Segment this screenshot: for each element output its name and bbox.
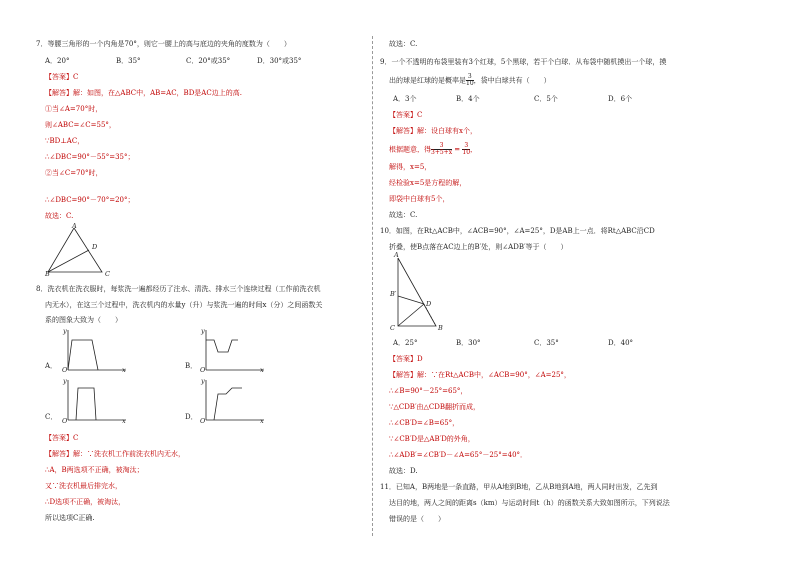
q9-question-line: 9．一个不透明的布袋里装有3个红球，5个黑球，若干个白球．从布袋中随机摸出一个球，摸 — [380, 58, 667, 66]
q9-answer: 【答案】C — [389, 111, 423, 119]
fraction-denominator: 10 — [462, 149, 471, 156]
q7-answer: 【答案】C — [45, 73, 79, 81]
q10-fold-figure — [390, 254, 450, 334]
q9-solution-part: 根据题意，得 — [389, 145, 431, 154]
q7-solution-line: ∴∠DBC=90°－70°=20°； — [45, 196, 135, 204]
q9-solution-line: 解得，x=5， — [389, 163, 432, 171]
q10-label-a: A — [394, 251, 399, 259]
q8-solution-line: 【解答】解：∵洗衣机工作前洗衣机内无水， — [45, 450, 185, 458]
q10-option-b: B．30° — [456, 339, 481, 347]
q10-label-c: C — [390, 324, 395, 332]
q7-label-d: D — [92, 243, 98, 251]
fraction-denominator: 10 — [466, 80, 474, 87]
q9-option-c: C．5个 — [534, 95, 558, 103]
q9-solution-line: 故选：C. — [389, 211, 418, 219]
q10-label-b-prime: B′ — [390, 290, 397, 298]
fraction-numerator: 3 — [464, 142, 469, 149]
carryover-choice: 故选：C. — [389, 40, 418, 48]
q8-option-c: C． — [45, 413, 58, 421]
q8-d-x-label: x — [260, 417, 264, 425]
q10-solution-line: ∴∠ADB′=∠CB′D－∠A=65°－25°=40°． — [389, 451, 528, 459]
fraction-numerator: 3 — [467, 73, 472, 80]
q10-label-b: B — [438, 324, 443, 332]
q9-option-d: D．6个 — [608, 95, 633, 103]
q9-solution-line: 根据题意，得 $\frac{3}{3+5+x}$ = $\frac{3}{10}$ ， — [389, 142, 478, 156]
q8-option-b: B． — [185, 362, 198, 370]
q9-solution-line: 即袋中白球有5个， — [389, 195, 450, 203]
graph-d-curve — [214, 388, 242, 420]
q7-option-d: D．30°或35° — [257, 57, 302, 65]
q7-solution-line: 【解答】解：如图，在△ABC中，AB=AC，BD是AC边上的高. — [45, 89, 242, 97]
q7-option-b: B．35° — [116, 57, 141, 65]
q7-option-a: A．20° — [45, 57, 70, 65]
q7-solution-line: ②当∠C=70°时， — [45, 169, 103, 177]
q11-question-line: 错误的是（ ） — [389, 515, 445, 523]
q8-c-origin-label: O — [62, 417, 68, 425]
page-divider — [372, 36, 374, 536]
q8-a-y-label: y — [63, 327, 67, 335]
graph-b-curve — [206, 340, 238, 352]
q8-c-x-label: x — [122, 417, 126, 425]
q7-question: 7．等腰三角形的一个内角是70°，则它一腰上的高与底边的夹角的度数为（ ） — [36, 40, 291, 48]
q7-label-b: B — [45, 270, 50, 278]
q8-solution-line: 又∵洗衣机最后排完水， — [45, 482, 122, 490]
q7-solution-line: ∵BD⊥AC， — [45, 137, 85, 145]
q7-solution-line: ∴∠DBC=90°－55°=35°； — [45, 153, 135, 161]
q8-a-x-label: x — [122, 366, 126, 374]
q8-graph-d — [198, 378, 268, 424]
q8-question-line: 8．洗衣机在洗衣服时，每浆洗一遍都经历了注水、清洗、排水三个连续过程（工作前洗衣机 — [36, 285, 321, 293]
q10-solution-line: ∴∠B=90°－25°=65°， — [389, 387, 468, 395]
q9-solution-line: 【解答】解：设白球有x个， — [389, 127, 477, 135]
q11-question-line: 11．已知A，B两地是一条直路，甲从A地到B地，乙从B地到A地，两人同时出发，乙先到 — [380, 483, 658, 491]
triangle-acb — [398, 258, 436, 326]
q8-question-line: 系的图象大致为（ ） — [45, 316, 122, 324]
q7-triangle-figure — [40, 222, 130, 280]
q10-solution-line: ∴∠CB′D=∠B=65°， — [389, 419, 460, 427]
q9-equation-right — [462, 143, 470, 156]
q10-label-d: D — [426, 300, 432, 308]
q9-equation-left — [431, 143, 452, 156]
q7-solution-line: ①当∠A=70°时， — [45, 105, 103, 113]
fold-line-cd — [398, 304, 424, 326]
q8-graph-c — [60, 378, 130, 424]
q9-question-part: 出的球是红球的是概率是 — [389, 76, 466, 85]
q7-option-c: C．20°或35° — [186, 57, 231, 65]
q10-option-c: C．35° — [534, 339, 559, 347]
q8-b-x-label: x — [260, 366, 264, 374]
q8-solution-line: ∴D选项不正确，被淘汰， — [45, 498, 126, 506]
q10-solution-line: ∵∠CB′D是△AB′D的外角， — [389, 435, 475, 443]
graph-a-curve — [68, 340, 98, 370]
q11-question-line: 达目的地，两人之间的距离s（km）与运动时间t（h）的函数关系大致如图所示，下列说法 — [389, 499, 670, 507]
q10-question-line: 折叠，使B点落在AC边上的B′处，则∠ADB′等于（ ） — [389, 243, 568, 251]
q10-solution-line: ∵△CDB′由△CDB翻折而成， — [389, 403, 481, 411]
q10-solution-line: 【解答】解：∵在Rt△ACB中，∠ACB=90°，∠A=25°， — [389, 371, 571, 379]
q8-solution-line: 所以选项C正确. — [45, 514, 95, 522]
q8-d-origin-label: O — [200, 417, 206, 425]
q8-c-y-label: y — [63, 377, 67, 385]
q10-solution-line: 故选：D. — [389, 467, 418, 475]
q9-solution-part: ， — [470, 145, 478, 154]
q8-question-line: 内无水），在这三个过程中，洗衣机内的水量y（升）与浆洗一遍的时间x（分）之间函数关 — [45, 301, 323, 309]
q7-label-a: A — [72, 222, 77, 230]
q7-solution-line: 故选：C. — [45, 212, 74, 220]
q7-label-c: C — [105, 270, 110, 278]
fraction-denominator: 3+5+x — [431, 149, 453, 156]
q9-question-part: ，袋中白球共有（ ） — [473, 76, 551, 85]
q9-option-a: A．3个 — [393, 95, 417, 103]
q10-option-a: A．25° — [393, 339, 418, 347]
q8-b-y-label: y — [201, 327, 205, 335]
q9-option-b: B．4个 — [456, 95, 480, 103]
q8-option-a: A． — [45, 362, 58, 370]
q9-question-line — [389, 74, 551, 87]
q8-d-y-label: y — [201, 377, 205, 385]
q7-solution-line: 则∠ABC=∠C=55°， — [45, 121, 116, 129]
q8-graph-a — [60, 328, 130, 374]
q10-option-d: D．40° — [608, 339, 634, 347]
q8-solution-line: ∴A，B两选项不正确，被淘汰； — [45, 466, 144, 474]
q8-answer: 【答案】C — [45, 434, 79, 442]
q10-question-line: 10．如图，在Rt△ACB中，∠ACB=90°，∠A=25°，D是AB上一点．将Rt△ABC沿CD — [380, 227, 655, 235]
fraction-numerator: 3 — [431, 143, 452, 150]
q9-fraction-red-prob — [466, 74, 474, 87]
q8-graph-b — [198, 328, 268, 374]
q8-a-origin-label: O — [62, 366, 68, 374]
q8-option-d: D． — [185, 413, 198, 421]
q8-b-origin-label: O — [200, 366, 206, 374]
graph-c-curve — [76, 388, 96, 420]
q10-answer: 【答案】D — [389, 355, 423, 363]
q9-solution-line: 经检验x=5是方程的解， — [389, 179, 467, 187]
